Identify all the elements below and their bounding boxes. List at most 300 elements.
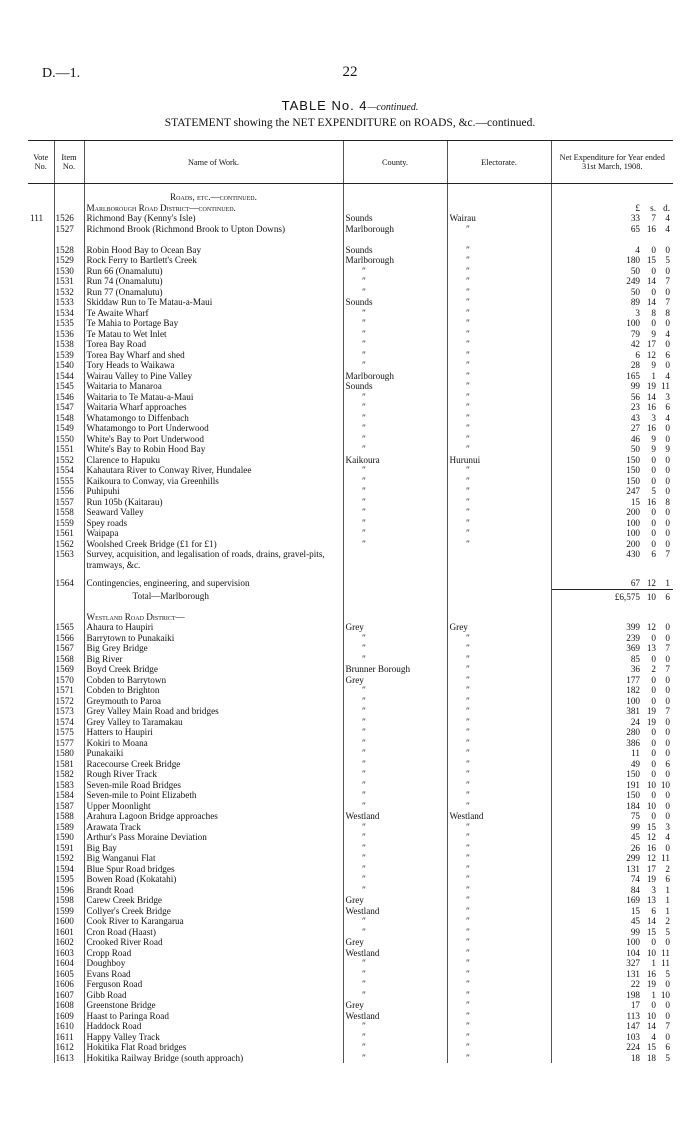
net-expenditure [551, 507, 673, 518]
amount-shillings: 0 [651, 244, 656, 255]
amount-pence: 1 [665, 884, 670, 895]
ditto-mark: ″ [361, 800, 366, 811]
work-name [84, 748, 343, 759]
item-number: 1590 [54, 832, 84, 843]
electorate [447, 853, 551, 864]
amount-pounds: 150 [626, 769, 640, 779]
amount-pounds: 100 [626, 528, 640, 538]
vote-number [28, 927, 54, 938]
amount-pounds: 247 [626, 486, 640, 496]
ditto-mark: ″ [361, 716, 366, 727]
ditto-mark: ″ [361, 1031, 366, 1042]
ditto-mark: ″ [465, 507, 470, 517]
electorate [447, 801, 551, 812]
ditto-mark: ″ [361, 276, 366, 286]
work-name [84, 864, 343, 875]
work-name [84, 906, 343, 917]
table-row [28, 633, 673, 644]
ditto-mark: ″ [465, 674, 470, 685]
vote-number [28, 381, 54, 392]
county [343, 675, 447, 686]
item-number: 1532 [54, 287, 84, 298]
item-number: 1567 [54, 643, 84, 654]
table-row [28, 224, 673, 245]
ditto-mark: ″ [465, 727, 470, 737]
vote-number [28, 518, 54, 529]
county [343, 759, 447, 770]
vote-number [28, 1011, 54, 1022]
item-number: 1583 [54, 780, 84, 791]
vote-number [28, 455, 54, 466]
work-name-text: Kokiri to Moana [86, 737, 148, 748]
amount-shillings: 0 [651, 695, 656, 706]
amount-shillings: 12 [646, 622, 656, 632]
item-number: 1566 [54, 633, 84, 644]
amount-shillings: 19 [646, 979, 656, 989]
amount-pounds: 67 [630, 578, 640, 588]
county [343, 308, 447, 319]
work-name [84, 664, 343, 675]
amount-pence: 0 [665, 769, 670, 779]
amount-pence: 5 [665, 255, 670, 265]
amount-shillings: 15 [646, 821, 656, 832]
ditto-mark: ″ [465, 989, 470, 1000]
electorate [447, 549, 551, 570]
table-row [28, 455, 673, 466]
work-name [84, 874, 343, 885]
amount-pence: 5 [665, 968, 670, 979]
net-expenditure [551, 769, 673, 780]
county-value: Sounds [345, 213, 373, 223]
ditto-mark: ″ [361, 653, 366, 664]
county [343, 287, 447, 298]
ditto-mark: ″ [361, 842, 366, 853]
electorate [447, 381, 551, 392]
ditto-mark: ″ [465, 758, 470, 769]
table-row [28, 916, 673, 927]
item-number: 1559 [54, 518, 84, 529]
county [343, 381, 447, 392]
work-name-text: Boyd Creek Bridge [86, 664, 158, 674]
county [343, 549, 447, 570]
county-value: Grey [345, 1000, 364, 1010]
vote-number [28, 339, 54, 350]
county [343, 329, 447, 340]
net-expenditure [551, 979, 673, 990]
county [343, 811, 447, 822]
vote-number [28, 633, 54, 644]
work-name-text: Rough River Track [86, 769, 157, 779]
county [343, 589, 447, 604]
work-name-text: Hokitika Railway Bridge (south approach) [86, 1052, 244, 1063]
table-row [28, 1042, 673, 1053]
item-number: 1610 [54, 1021, 84, 1032]
table-row [28, 654, 673, 665]
item-number [54, 612, 84, 623]
item-number: 1606 [54, 979, 84, 990]
ditto-mark: ″ [465, 244, 470, 255]
work-name [84, 539, 343, 550]
net-expenditure [551, 1011, 673, 1022]
work-name-text: Run 66 (Onamalutu) [86, 265, 163, 276]
county [343, 685, 447, 696]
vote-number [28, 245, 54, 256]
electorate [447, 213, 551, 224]
col-county: County. [343, 141, 447, 184]
vote-number [28, 476, 54, 487]
vote-number [28, 486, 54, 497]
amount-shillings: 0 [651, 632, 656, 643]
vote-number [28, 444, 54, 455]
ditto-mark: ″ [361, 685, 366, 695]
amount-pounds: 147 [626, 1021, 640, 1031]
work-name [84, 318, 343, 329]
amount-pence: 10 [660, 779, 670, 790]
net-expenditure [551, 843, 673, 854]
page-number: 22 [342, 64, 358, 80]
item-number: 1527 [54, 224, 84, 245]
amount-pence: 0 [665, 737, 670, 748]
amount-pence: 0 [665, 465, 670, 475]
amount-shillings: 13 [646, 895, 656, 905]
electorate [447, 696, 551, 707]
table-row [28, 255, 673, 266]
total-amount [551, 589, 673, 604]
electorate [447, 990, 551, 1001]
section-row [28, 192, 673, 203]
ditto-mark: ″ [361, 318, 366, 328]
vote-number [28, 874, 54, 885]
item-number: 1569 [54, 664, 84, 675]
ditto-mark: ″ [361, 1021, 366, 1031]
county [343, 255, 447, 266]
amount-pounds: £6,575 [614, 591, 640, 602]
county [343, 266, 447, 277]
county [343, 727, 447, 738]
work-name-text: Collyer's Creek Bridge [86, 905, 171, 916]
county [343, 990, 447, 1001]
ditto-mark: ″ [465, 1052, 470, 1063]
work-name [84, 413, 343, 424]
electorate-value: Hurunui [449, 454, 481, 465]
county [343, 895, 447, 906]
net-expenditure [551, 969, 673, 980]
ditto-mark: ″ [465, 444, 470, 454]
amount-shillings: 12 [646, 578, 656, 588]
table-row [28, 423, 673, 434]
item-number: 1570 [54, 675, 84, 686]
work-name [84, 759, 343, 770]
amount-pence: 0 [665, 622, 670, 632]
amount-pounds: 103 [626, 1031, 640, 1042]
amount-shillings: 1 [651, 989, 656, 1000]
electorate [447, 916, 551, 927]
work-name-text: Skiddaw Run to Te Matau-a-Maui [86, 297, 213, 307]
county [343, 528, 447, 539]
electorate [447, 885, 551, 896]
work-name [84, 990, 343, 1001]
amount-pounds: 11 [631, 748, 640, 758]
vote-number [28, 497, 54, 508]
amount-pounds: 150 [626, 790, 640, 800]
table-row [28, 990, 673, 1001]
county [343, 578, 447, 589]
item-number: 1564 [54, 578, 84, 589]
county [343, 350, 447, 361]
amount-pounds: 369 [626, 643, 640, 653]
ditto-mark: ″ [361, 779, 366, 790]
vote-number [28, 392, 54, 403]
work-name [84, 1000, 343, 1011]
table-row [28, 948, 673, 959]
amount-pounds: 50 [630, 286, 640, 297]
work-name-text: Big Bay [86, 842, 117, 853]
ditto-mark: ″ [361, 423, 366, 433]
vote-number [28, 990, 54, 1001]
table-row [28, 622, 673, 633]
ditto-mark: ″ [361, 916, 366, 926]
vote-number [28, 811, 54, 822]
work-name-text: Crooked River Road [86, 937, 163, 947]
table-row [28, 360, 673, 371]
ditto-mark: ″ [361, 758, 366, 769]
item-number: 1548 [54, 413, 84, 424]
amount-shillings: 0 [651, 507, 656, 517]
net-expenditure [551, 717, 673, 728]
amount-shillings: 18 [646, 1052, 656, 1063]
amount-pence: 7 [665, 643, 670, 653]
work-name-text: Hatters to Haupiri [86, 727, 153, 737]
amount-pounds: 28 [630, 360, 640, 370]
vote-number [28, 507, 54, 518]
electorate [447, 843, 551, 854]
item-number: 1539 [54, 350, 84, 361]
amount-pounds: 3 [635, 307, 640, 318]
amount-pence: 2 [665, 863, 670, 874]
work-name [84, 1042, 343, 1053]
work-name [84, 371, 343, 382]
item-number: 1571 [54, 685, 84, 696]
amount-pence: 0 [665, 475, 670, 486]
amount-pounds: 180 [626, 255, 640, 265]
table-subtitle: STATEMENT showing the NET EXPENDITURE on ROADS, &c.—continued. [164, 117, 536, 129]
table-row [28, 507, 673, 518]
vote-number [28, 549, 54, 570]
ditto-mark: ″ [465, 737, 470, 748]
district-heading-westland: Westland Road District— [86, 611, 185, 622]
ditto-mark: ″ [465, 706, 470, 716]
vote-number [28, 696, 54, 707]
work-name-text: Big Grey Bridge [86, 643, 148, 653]
net-expenditure [551, 578, 673, 589]
work-name-text: Big River [86, 653, 123, 664]
table-row [28, 727, 673, 738]
ditto-mark: ″ [361, 748, 366, 758]
work-name-text: Haast to Paringa Road [86, 1010, 169, 1021]
net-expenditure [551, 832, 673, 843]
amount-shillings: 16 [646, 496, 656, 507]
work-name [84, 549, 343, 570]
ditto-mark: ″ [465, 286, 470, 297]
net-expenditure [551, 811, 673, 822]
ditto-mark: ″ [361, 989, 366, 1000]
work-name [84, 339, 343, 350]
amount-pence: 7 [665, 1021, 670, 1031]
ditto-mark: ″ [361, 475, 366, 486]
net-expenditure [551, 528, 673, 539]
item-number: 1547 [54, 402, 84, 413]
work-name [84, 958, 343, 969]
amount-pence: 0 [665, 790, 670, 800]
item-number: 1609 [54, 1011, 84, 1022]
net-expenditure [551, 780, 673, 791]
ditto-mark: ″ [465, 318, 470, 328]
vote-number [28, 589, 54, 604]
work-name-text: Upper Moonlight [86, 800, 151, 811]
amount-pence: 0 [665, 842, 670, 853]
electorate [447, 308, 551, 319]
electorate [447, 874, 551, 885]
work-name-text: Racecourse Creek Bridge [86, 758, 181, 769]
electorate [447, 958, 551, 969]
county-value: Westland [345, 905, 380, 916]
amount-pounds: 22 [630, 979, 640, 989]
col-name: Name of Work. [84, 141, 343, 184]
amount-shillings: 19 [646, 874, 656, 884]
work-name [84, 895, 343, 906]
amount-shillings: 16 [646, 423, 656, 433]
ditto-mark: ″ [465, 821, 470, 832]
table-row [28, 276, 673, 287]
amount-shillings: 14 [646, 1021, 656, 1031]
amount-pence: 0 [665, 937, 670, 947]
electorate [447, 276, 551, 287]
item-number: 1528 [54, 245, 84, 256]
net-expenditure [551, 434, 673, 445]
table-title-continued: —continued. [367, 102, 419, 113]
work-name-text: Blue Spur Road bridges [86, 863, 175, 874]
amount-pence: 0 [665, 486, 670, 496]
vote-number [28, 465, 54, 476]
item-number: 1612 [54, 1042, 84, 1053]
work-name [84, 643, 343, 654]
item-number: 1574 [54, 717, 84, 728]
electorate [447, 486, 551, 497]
work-name [84, 392, 343, 403]
item-number: 1546 [54, 392, 84, 403]
net-expenditure [551, 1053, 673, 1064]
work-name [84, 727, 343, 738]
electorate [447, 675, 551, 686]
table-row [28, 748, 673, 759]
net-expenditure [551, 706, 673, 717]
county [343, 612, 447, 623]
amount-shillings: 12 [646, 832, 656, 842]
ditto-mark: ″ [361, 412, 366, 423]
amount-pounds: 184 [626, 800, 640, 811]
item-number: 1589 [54, 822, 84, 833]
ditto-mark: ″ [465, 926, 470, 937]
net-expenditure [551, 423, 673, 434]
electorate [447, 465, 551, 476]
table-row [28, 486, 673, 497]
amount-shillings: 1 [651, 370, 656, 381]
table-row [28, 832, 673, 843]
amount-shillings: 10 [646, 591, 656, 602]
amount-pence: 6 [665, 758, 670, 769]
vote-number [28, 434, 54, 445]
work-name-text: Spey roads [86, 517, 128, 528]
table-row [28, 1053, 673, 1064]
work-name [84, 1021, 343, 1032]
table-row [28, 476, 673, 487]
amount-pence: 7 [665, 549, 670, 559]
item-number: 1554 [54, 465, 84, 476]
item-number: 1550 [54, 434, 84, 445]
county [343, 486, 447, 497]
district-row [28, 203, 673, 214]
table-row [28, 308, 673, 319]
electorate [447, 1032, 551, 1043]
ditto-mark: ″ [465, 958, 470, 968]
ditto-mark: ″ [465, 979, 470, 989]
county [343, 832, 447, 843]
item-number: 1526 [54, 213, 84, 224]
ditto-mark: ″ [465, 968, 470, 979]
electorate [447, 717, 551, 728]
net-expenditure [551, 738, 673, 749]
net-expenditure [551, 213, 673, 224]
amount-pounds: 24 [630, 716, 640, 727]
table-row [28, 937, 673, 948]
work-name-text: Waitaria Wharf approaches [86, 402, 187, 412]
ditto-mark: ″ [465, 1042, 470, 1052]
county [343, 937, 447, 948]
amount-pounds: 399 [626, 622, 640, 632]
county [343, 843, 447, 854]
county-value: Westland [345, 811, 380, 821]
net-expenditure [551, 381, 673, 392]
vote-number [28, 255, 54, 266]
net-expenditure [551, 864, 673, 875]
amount-pounds: 386 [626, 737, 640, 748]
net-expenditure [551, 476, 673, 487]
amount-shillings: 0 [651, 454, 656, 465]
table-row [28, 927, 673, 938]
ditto-mark: ″ [465, 412, 470, 423]
ditto-mark: ″ [465, 937, 470, 947]
amount-pence: 7 [665, 664, 670, 674]
county [343, 297, 447, 308]
table-row [28, 1011, 673, 1022]
electorate [447, 392, 551, 403]
ditto-mark: ″ [361, 360, 366, 370]
ditto-mark: ″ [361, 339, 366, 349]
work-name-text: Ferguson Road [86, 979, 143, 989]
unit-pounds: £ [635, 202, 640, 213]
amount-pence: 0 [665, 695, 670, 706]
net-expenditure [551, 654, 673, 665]
table-row [28, 979, 673, 990]
table-row [28, 1021, 673, 1032]
total-label [84, 589, 343, 604]
net-expenditure [551, 675, 673, 686]
county [343, 213, 447, 224]
table-row [28, 539, 673, 550]
amount-shillings: 0 [651, 758, 656, 769]
amount-shillings: 0 [651, 685, 656, 695]
work-name [84, 308, 343, 319]
